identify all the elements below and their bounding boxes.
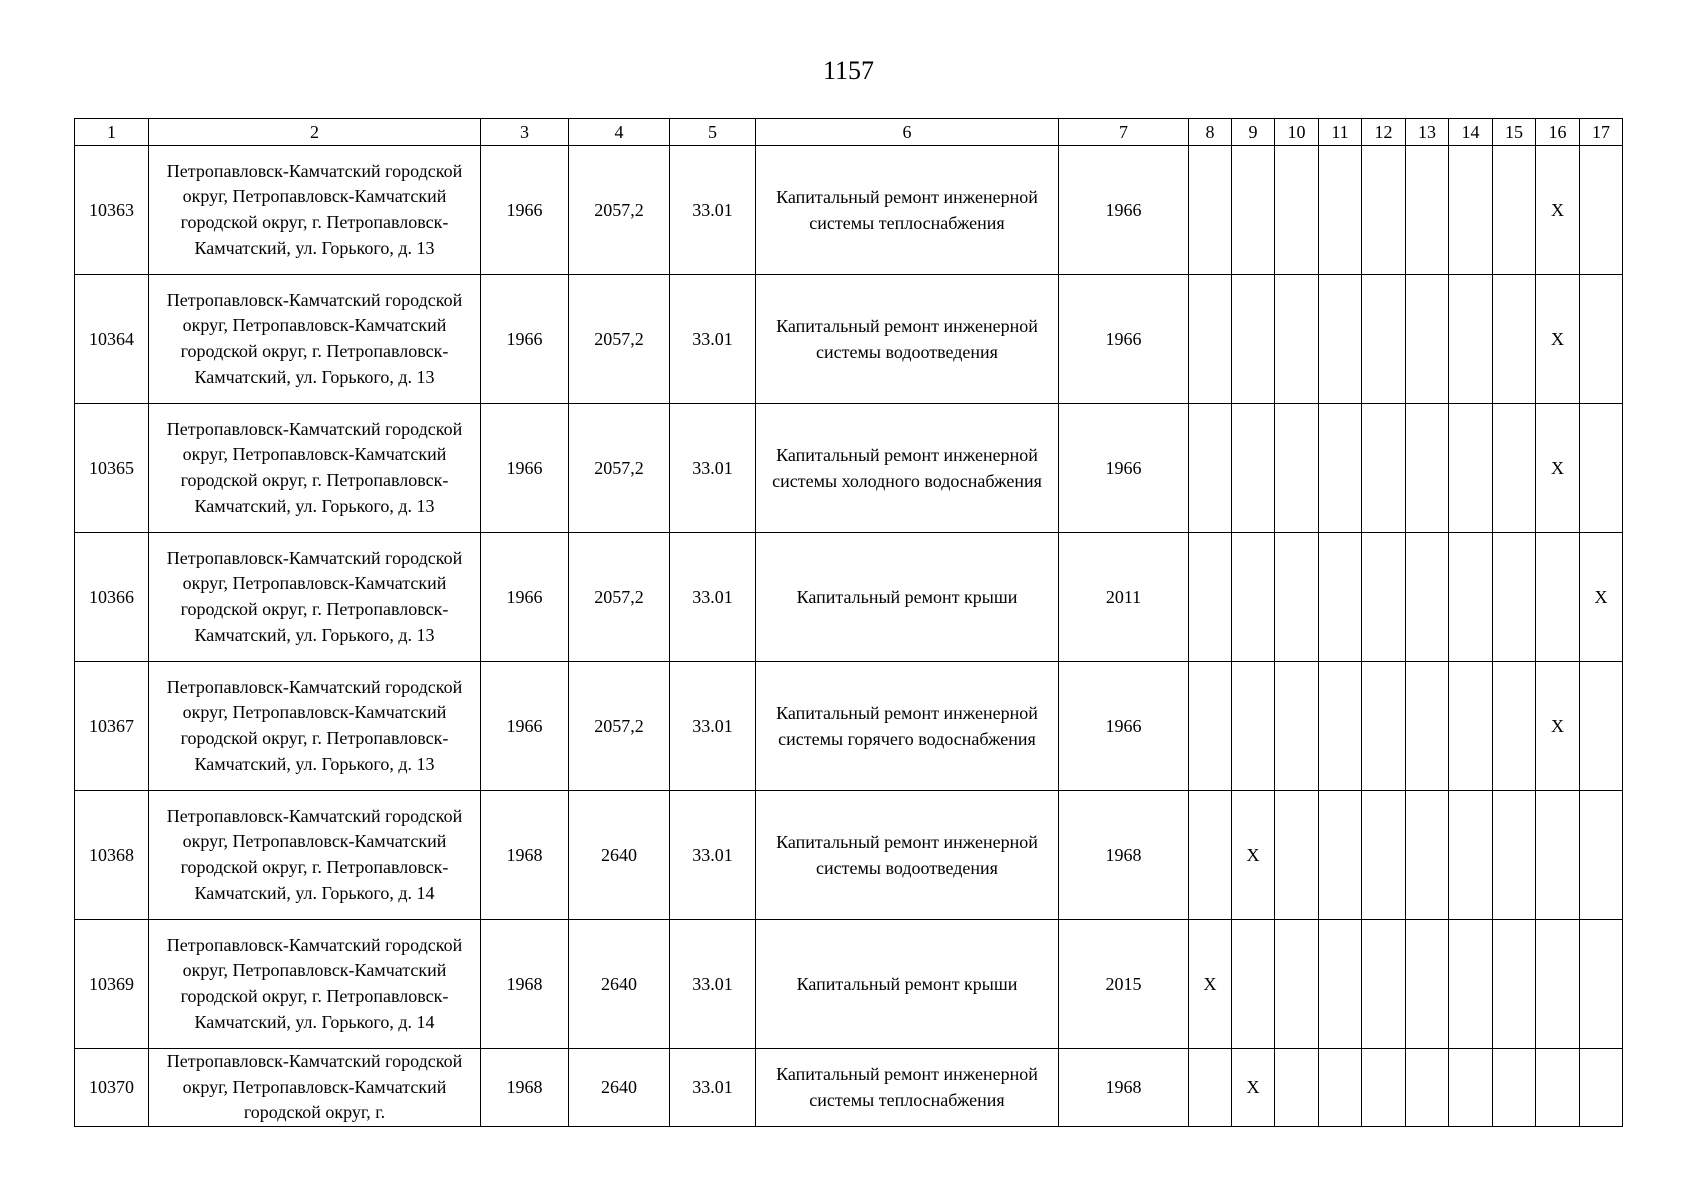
cell-mark-col-15 xyxy=(1493,533,1536,662)
cell-mark-col-10 xyxy=(1275,146,1319,275)
cell-mark-col-17 xyxy=(1580,146,1623,275)
cell-work-type: Капитальный ремонт крыши xyxy=(756,920,1059,1049)
cell-mark-col-14 xyxy=(1449,1049,1493,1127)
cell-mark-col-8: X xyxy=(1189,920,1232,1049)
column-header-10: 10 xyxy=(1275,119,1319,146)
cell-year-built: 1968 xyxy=(481,791,569,920)
column-header-7: 7 xyxy=(1059,119,1189,146)
cell-year-built: 1966 xyxy=(481,146,569,275)
table-row xyxy=(75,533,1623,662)
table-row xyxy=(75,404,1623,533)
cell-mark-col-8 xyxy=(1189,404,1232,533)
cell-year-built: 1966 xyxy=(481,662,569,791)
cell-mark-col-12 xyxy=(1362,662,1406,791)
cell-address: Петропавловск-Камчатский городской округ, Петропавловск-Камчатский городской округ, г. Петропавловск-Камчатский, ул. Горького, д. 14 xyxy=(149,791,481,920)
cell-mark-col-12 xyxy=(1362,791,1406,920)
cell-work-type: Капитальный ремонт инженерной системы теплоснабжения xyxy=(756,1049,1059,1127)
cell-work-type: Капитальный ремонт инженерной системы водоотведения xyxy=(756,275,1059,404)
cell-id: 10367 xyxy=(75,662,149,791)
cell-year-built: 1966 xyxy=(481,404,569,533)
cell-mark-col-9 xyxy=(1232,146,1275,275)
cell-mark-col-10 xyxy=(1275,404,1319,533)
cell-mark-col-11 xyxy=(1319,404,1362,533)
cell-mark-col-14 xyxy=(1449,275,1493,404)
cell-mark-col-12 xyxy=(1362,920,1406,1049)
cell-code: 33.01 xyxy=(670,791,756,920)
cell-mark-col-13 xyxy=(1406,662,1449,791)
cell-area: 2057,2 xyxy=(569,533,670,662)
cell-mark-col-13 xyxy=(1406,791,1449,920)
cell-mark-col-15 xyxy=(1493,275,1536,404)
cell-mark-col-10 xyxy=(1275,275,1319,404)
cell-mark-col-10 xyxy=(1275,662,1319,791)
cell-mark-col-17 xyxy=(1580,404,1623,533)
column-header-15: 15 xyxy=(1493,119,1536,146)
column-header-2: 2 xyxy=(149,119,481,146)
cell-code: 33.01 xyxy=(670,275,756,404)
column-header-13: 13 xyxy=(1406,119,1449,146)
cell-mark-col-9 xyxy=(1232,920,1275,1049)
cell-area: 2057,2 xyxy=(569,404,670,533)
cell-mark-col-13 xyxy=(1406,146,1449,275)
cell-mark-col-9 xyxy=(1232,275,1275,404)
cell-mark-col-13 xyxy=(1406,404,1449,533)
column-header-1: 1 xyxy=(75,119,149,146)
cell-work-type: Капитальный ремонт инженерной системы теплоснабжения xyxy=(756,146,1059,275)
cell-mark-col-14 xyxy=(1449,662,1493,791)
cell-mark-col-16 xyxy=(1536,920,1580,1049)
table-row xyxy=(75,662,1623,791)
cell-code: 33.01 xyxy=(670,662,756,791)
cell-mark-col-15 xyxy=(1493,1049,1536,1127)
cell-work-type: Капитальный ремонт инженерной системы водоотведения xyxy=(756,791,1059,920)
cell-mark-col-9: X xyxy=(1232,1049,1275,1127)
register-table xyxy=(74,118,1623,1127)
cell-area: 2640 xyxy=(569,1049,670,1127)
cell-code: 33.01 xyxy=(670,1049,756,1127)
cell-mark-col-10 xyxy=(1275,533,1319,662)
cell-id: 10366 xyxy=(75,533,149,662)
cell-mark-col-13 xyxy=(1406,1049,1449,1127)
cell-address: Петропавловск-Камчатский городской округ, Петропавловск-Камчатский городской округ, г. Петропавловск-Камчатский, ул. Горького, д. 13 xyxy=(149,404,481,533)
column-header-9: 9 xyxy=(1232,119,1275,146)
cell-year-built: 1968 xyxy=(481,1049,569,1127)
cell-mark-col-13 xyxy=(1406,275,1449,404)
column-header-11: 11 xyxy=(1319,119,1362,146)
cell-mark-col-12 xyxy=(1362,404,1406,533)
cell-year-built: 1968 xyxy=(481,920,569,1049)
cell-mark-col-15 xyxy=(1493,791,1536,920)
cell-mark-col-11 xyxy=(1319,662,1362,791)
cell-year: 1966 xyxy=(1059,146,1189,275)
cell-code: 33.01 xyxy=(670,920,756,1049)
cell-mark-col-17 xyxy=(1580,920,1623,1049)
cell-mark-col-16 xyxy=(1536,791,1580,920)
cell-mark-col-16: X xyxy=(1536,275,1580,404)
cell-mark-col-12 xyxy=(1362,275,1406,404)
cell-mark-col-17 xyxy=(1580,1049,1623,1127)
cell-mark-col-14 xyxy=(1449,404,1493,533)
column-header-4: 4 xyxy=(569,119,670,146)
cell-id: 10364 xyxy=(75,275,149,404)
cell-mark-col-9: X xyxy=(1232,791,1275,920)
cell-mark-col-16 xyxy=(1536,1049,1580,1127)
table-row xyxy=(75,275,1623,404)
cell-mark-col-16: X xyxy=(1536,146,1580,275)
cell-mark-col-11 xyxy=(1319,275,1362,404)
cell-year: 2015 xyxy=(1059,920,1189,1049)
cell-mark-col-10 xyxy=(1275,791,1319,920)
cell-mark-col-15 xyxy=(1493,146,1536,275)
cell-mark-col-13 xyxy=(1406,533,1449,662)
column-header-17: 17 xyxy=(1580,119,1623,146)
cell-area: 2057,2 xyxy=(569,662,670,791)
column-header-16: 16 xyxy=(1536,119,1580,146)
cell-mark-col-9 xyxy=(1232,533,1275,662)
cell-mark-col-9 xyxy=(1232,662,1275,791)
cell-mark-col-11 xyxy=(1319,791,1362,920)
cell-id: 10363 xyxy=(75,146,149,275)
cell-mark-col-15 xyxy=(1493,404,1536,533)
table-row xyxy=(75,1049,1623,1127)
cell-year: 1968 xyxy=(1059,1049,1189,1127)
cell-mark-col-17: X xyxy=(1580,533,1623,662)
cell-mark-col-8 xyxy=(1189,791,1232,920)
cell-mark-col-14 xyxy=(1449,791,1493,920)
cell-mark-col-11 xyxy=(1319,920,1362,1049)
cell-address: Петропавловск-Камчатский городской округ, Петропавловск-Камчатский городской округ, г. xyxy=(149,1049,481,1127)
cell-mark-col-8 xyxy=(1189,533,1232,662)
cell-mark-col-12 xyxy=(1362,146,1406,275)
cell-year-built: 1966 xyxy=(481,275,569,404)
cell-mark-col-12 xyxy=(1362,1049,1406,1127)
cell-id: 10368 xyxy=(75,791,149,920)
page-number: 1157 xyxy=(822,56,875,85)
cell-mark-col-11 xyxy=(1319,146,1362,275)
cell-mark-col-14 xyxy=(1449,920,1493,1049)
cell-address: Петропавловск-Камчатский городской округ, Петропавловск-Камчатский городской округ, г. Петропавловск-Камчатский, ул. Горького, д. 13 xyxy=(149,275,481,404)
cell-work-type: Капитальный ремонт инженерной системы холодного водоснабжения xyxy=(756,404,1059,533)
cell-address: Петропавловск-Камчатский городской округ, Петропавловск-Камчатский городской округ, г. Петропавловск-Камчатский, ул. Горького, д. 13 xyxy=(149,146,481,275)
column-header-12: 12 xyxy=(1362,119,1406,146)
cell-area: 2640 xyxy=(569,791,670,920)
cell-mark-col-9 xyxy=(1232,404,1275,533)
cell-mark-col-8 xyxy=(1189,146,1232,275)
cell-year: 1966 xyxy=(1059,662,1189,791)
column-header-6: 6 xyxy=(756,119,1059,146)
cell-year: 1968 xyxy=(1059,791,1189,920)
cell-address: Петропавловск-Камчатский городской округ, Петропавловск-Камчатский городской округ, г. Петропавловск-Камчатский, ул. Горького, д. 13 xyxy=(149,533,481,662)
cell-mark-col-17 xyxy=(1580,662,1623,791)
cell-mark-col-11 xyxy=(1319,533,1362,662)
cell-mark-col-12 xyxy=(1362,533,1406,662)
cell-mark-col-16: X xyxy=(1536,404,1580,533)
column-header-3: 3 xyxy=(481,119,569,146)
column-header-14: 14 xyxy=(1449,119,1493,146)
cell-mark-col-15 xyxy=(1493,920,1536,1049)
column-header-8: 8 xyxy=(1189,119,1232,146)
cell-year: 2011 xyxy=(1059,533,1189,662)
cell-year-built: 1966 xyxy=(481,533,569,662)
cell-mark-col-17 xyxy=(1580,791,1623,920)
cell-area: 2640 xyxy=(569,920,670,1049)
cell-address: Петропавловск-Камчатский городской округ, Петропавловск-Камчатский городской округ, г. Петропавловск-Камчатский, ул. Горького, д. 13 xyxy=(149,662,481,791)
cell-mark-col-8 xyxy=(1189,662,1232,791)
cell-mark-col-16: X xyxy=(1536,662,1580,791)
cell-mark-col-13 xyxy=(1406,920,1449,1049)
cell-mark-col-14 xyxy=(1449,533,1493,662)
cell-area: 2057,2 xyxy=(569,146,670,275)
cell-mark-col-17 xyxy=(1580,275,1623,404)
cell-year: 1966 xyxy=(1059,275,1189,404)
cell-mark-col-10 xyxy=(1275,920,1319,1049)
table-row xyxy=(75,920,1623,1049)
cell-mark-col-11 xyxy=(1319,1049,1362,1127)
cell-mark-col-8 xyxy=(1189,1049,1232,1127)
cell-id: 10369 xyxy=(75,920,149,1049)
cell-year: 1966 xyxy=(1059,404,1189,533)
cell-code: 33.01 xyxy=(670,146,756,275)
cell-mark-col-16 xyxy=(1536,533,1580,662)
column-header-5: 5 xyxy=(670,119,756,146)
cell-id: 10365 xyxy=(75,404,149,533)
header-row xyxy=(75,119,1623,146)
cell-id: 10370 xyxy=(75,1049,149,1127)
cell-code: 33.01 xyxy=(670,533,756,662)
cell-area: 2057,2 xyxy=(569,275,670,404)
cell-mark-col-14 xyxy=(1449,146,1493,275)
table-row xyxy=(75,146,1623,275)
cell-mark-col-8 xyxy=(1189,275,1232,404)
cell-address: Петропавловск-Камчатский городской округ, Петропавловск-Камчатский городской округ, г. Петропавловск-Камчатский, ул. Горького, д. 14 xyxy=(149,920,481,1049)
cell-work-type: Капитальный ремонт крыши xyxy=(756,533,1059,662)
table-row xyxy=(75,791,1623,920)
cell-work-type: Капитальный ремонт инженерной системы горячего водоснабжения xyxy=(756,662,1059,791)
cell-mark-col-10 xyxy=(1275,1049,1319,1127)
cell-code: 33.01 xyxy=(670,404,756,533)
cell-mark-col-15 xyxy=(1493,662,1536,791)
